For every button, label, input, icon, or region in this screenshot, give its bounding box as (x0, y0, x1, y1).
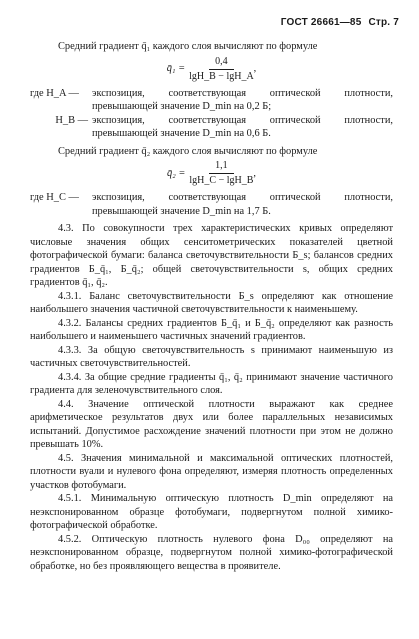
paragraph-4-3-2: 4.3.2. Балансы средних градиентов Б_q̄₁ и Б_q̄₂ определяют как разность наибольшего и наименьшего частичных значений градиентов. (30, 317, 393, 342)
paragraph-4-3: 4.3. По совокупности трех характеристических кривых определяют числовые значения общих сенситометрических показателей цветной фотографической бумаги: баланса светочувствительности Б_s; балансов средних градиентов Б_q̄₁, Б_q̄₂; общей светочувствительности s, общих средних градиентов q̄₁, q̄₂. (30, 223, 393, 288)
paragraph-gradient-1: Средний градиент q̄₁ каждого слоя вычисляют по формуле (58, 41, 318, 52)
fraction (189, 56, 254, 83)
formula-tail: , (253, 63, 257, 75)
paragraph-4-3-4: 4.3.4. За общие средние градиенты q̄₁, q̄₂ принимают значение частичного градиента для зеленочувствительного слоя. (30, 371, 393, 396)
definition-text: экспозиция, соответствующая оптической плотности, превышающей значение D_min на 0,6 Б. (92, 114, 393, 139)
paragraph-4-4: 4.4. Значение оптической плотности выражают как среднее арифметическое результатов двух или более параллельных независимых испытаний. Допустимое расхождение значений плотности при этом не должно превышать 10%. (30, 398, 393, 450)
paragraph-4-5-1: 4.5.1. Минимальную оптическую плотность D_min определяют на неэкспонированном образце фотобумаги, подвергнутом полной химико-фотографической обработке. (30, 493, 393, 531)
fraction-denominator: lgH_C − lgH_B (189, 175, 254, 186)
definition-text: экспозиция, соответствующая оптической плотности, превышающей значение D_min на 1,7 Б. (92, 192, 393, 217)
definition-term: H_B — (55, 114, 88, 126)
document-body (30, 40, 393, 573)
formula-q2 (30, 160, 393, 187)
definition-ha (30, 87, 393, 114)
formula-tail: , (253, 167, 256, 179)
definition-hc (30, 191, 393, 218)
definition-text: экспозиция, соответствующая оптической плотности, превышающей значение D_min на 0,2 Б; (92, 87, 393, 112)
standard-number: ГОСТ 26661—85 (280, 17, 362, 28)
paragraph-4-3-3: 4.3.3. За общую светочувствительность s принимают наименьшую из частичных светочувствительностей. (30, 344, 393, 369)
paragraph-4-5-2: 4.5.2. Оптическую плотность нулевого фона D₀₀ определяют на неэкспонированном образце, подвергнутом полной химико-фотографической обработке, но без проявляющего вещества в проявителе. (30, 533, 393, 572)
fraction-numerator: 0,4 (209, 56, 234, 70)
fraction-denominator: lgH_B − lgH_A (189, 70, 254, 82)
formula-q1 (30, 56, 393, 83)
paragraph-gradient-2: Средний градиент q̄₂ каждого слоя вычисляют по формуле (58, 145, 318, 157)
paragraph-4-5: 4.5. Значения минимальной и максимальной оптических плотностей, плотности вуали и нулевого фона определяют, измеряя плотность определенных участков фотобумаги. (30, 452, 393, 491)
fraction (189, 160, 253, 187)
formula-lhs: q̄₂ = (166, 167, 186, 179)
page-number: Стр. 7 (368, 17, 399, 28)
formula-lhs: q̄₁ = (166, 63, 186, 75)
paragraph-4-3-1: 4.3.1. Баланс светочувствительности Б_s определяют как отношение наибольшего значения частичной светочувствительности к наименьшему. (30, 290, 393, 315)
definition-term: где H_A — (30, 87, 79, 99)
definition-hb (30, 114, 393, 141)
fraction-numerator: 1,1 (209, 160, 234, 174)
definition-term: где H_C — (30, 192, 79, 203)
page-header (277, 16, 399, 30)
